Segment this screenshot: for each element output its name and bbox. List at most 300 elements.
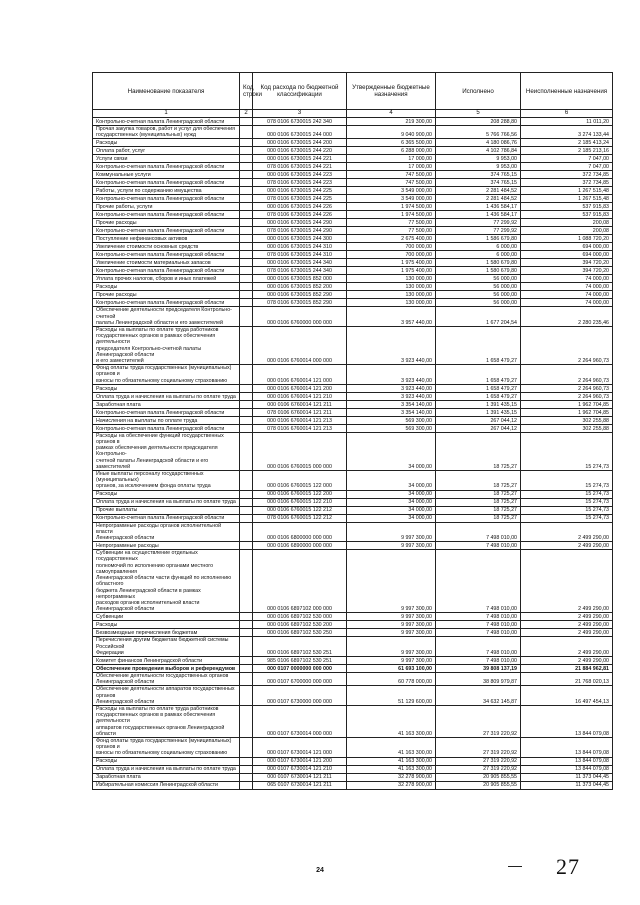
row-executed-cell: 6 000,00 [436,243,521,251]
table-row [93,637,613,657]
row-code-cell [240,637,253,657]
row-executed-cell: 77 299,92 [436,227,521,235]
row-approved-cell: 3 923 440,00 [347,327,436,365]
row-executed-cell: 1 658 479,27 [436,392,521,400]
row-code-cell [240,498,253,506]
row-executed-cell: 20 905 855,55 [436,781,521,789]
table-row [93,490,613,498]
row-name-cell: Фонд оплаты труда государственных (муниципальных) органов и взносы по обязательному социальному страхованию [93,737,240,757]
row-name-cell: Обеспечение деятельности аппаратов государственных органов Ленинградской области [93,686,240,706]
row-classification-cell: 078 0106 6760014 121 213 [253,424,347,432]
column-number: 3 [253,110,347,118]
row-name-cell: Субвенции на осуществление отдельных государственных полномочий по исполнению органами местного самоуправления Ленинградской области части функций по исполнению областного бюджета Ленинградской области в рамках непрограммных расходов органов исполнительной власти Ленинградской области [93,550,240,613]
row-unexecuted-cell: 74 000,00 [521,299,613,307]
row-name-cell: Контрольно-счетная палата Ленинградской области [93,251,240,259]
row-approved-cell: 41 163 300,00 [347,737,436,757]
row-code-cell [240,471,253,491]
row-unexecuted-cell: 2 499 290,00 [521,656,613,664]
row-name-cell: Контрольно-счетная палата Ленинградской области [93,163,240,171]
row-name-cell: Контрольно-счетная палата Ленинградской области [93,299,240,307]
row-approved-cell: 9 997 300,00 [347,542,436,550]
table-row [93,522,613,542]
row-name-cell: Заработная плата [93,400,240,408]
row-approved-cell: 9 997 300,00 [347,621,436,629]
row-code-cell [240,327,253,365]
row-name-cell: Расходы на выплаты по оплате труда работников государственных органов в рамках обеспечения деятельности председателя Контрольно-счетной палаты Ленинградской области и его заместителей [93,327,240,365]
row-code-cell [240,705,253,737]
row-executed-cell: 374 765,15 [436,171,521,179]
row-code-cell [240,506,253,514]
row-name-cell: Перечисления другим бюджетам бюджетной системы Российской Федерации [93,637,240,657]
row-executed-cell: 56 000,00 [436,283,521,291]
row-name-cell: Фонд оплаты труда государственных (муниципальных) органов и взносы по обязательному социальному страхованию [93,365,240,385]
row-approved-cell: 569 300,00 [347,416,436,424]
row-name-cell: Иные выплаты персоналу государственных (муниципальных) органов, за исключением фонда оплаты труда [93,471,240,491]
table-row [93,432,613,470]
row-code-cell [240,283,253,291]
row-code-cell [240,664,253,672]
row-name-cell: Контрольно-счетная палата Ленинградской области [93,408,240,416]
row-approved-cell: 9 997 300,00 [347,522,436,542]
page-number: 24 [316,867,324,874]
table-row [93,195,613,203]
row-unexecuted-cell: 2 499 290,00 [521,522,613,542]
row-unexecuted-cell: 2 499 290,00 [521,637,613,657]
row-approved-cell: 6 365 500,00 [347,139,436,147]
table-row [93,757,613,765]
report-sheet [92,72,612,790]
row-name-cell: Контрольно-счетная палата Ленинградской области [93,424,240,432]
table-row [93,179,613,187]
table-row [93,171,613,179]
row-name-cell: Поступление нефинансовых активов [93,235,240,243]
table-row [93,629,613,637]
row-classification-cell: 000 0106 6760014 121 210 [253,392,347,400]
header-approved: Утвержденные бюджетные назначения [347,73,436,110]
row-executed-cell: 1 677 204,54 [436,307,521,327]
row-name-cell: Коммунальные услуги [93,171,240,179]
row-unexecuted-cell: 372 734,85 [521,171,613,179]
row-classification-cell: 000 0106 6730015 244 220 [253,147,347,155]
row-executed-cell: 38 809 979,87 [436,672,521,685]
row-code-cell [240,243,253,251]
row-classification-cell: 000 0106 6800000 000 000 [253,522,347,542]
row-executed-cell: 7 498 010,00 [436,613,521,621]
row-code-cell [240,267,253,275]
row-classification-cell: 000 0106 6897102 530 000 [253,613,347,621]
row-executed-cell: 267 044,12 [436,424,521,432]
row-approved-cell: 60 778 000,00 [347,672,436,685]
row-code-cell [240,672,253,685]
row-unexecuted-cell: 3 274 133,44 [521,126,613,139]
row-code-cell [240,686,253,706]
table-row [93,291,613,299]
table-row [93,126,613,139]
table-row [93,243,613,251]
row-unexecuted-cell: 15 274,73 [521,498,613,506]
row-classification-cell: 000 0106 6760015 122 000 [253,471,347,491]
row-code-cell [240,299,253,307]
row-code-cell [240,235,253,243]
row-name-cell: Услуги связи [93,155,240,163]
row-unexecuted-cell: 13 844 079,08 [521,737,613,757]
row-name-cell: Комитет финансов Ленинградской области [93,656,240,664]
row-unexecuted-cell: 74 000,00 [521,283,613,291]
column-number: 6 [521,110,613,118]
row-name-cell: Контрольно-счетная палата Ленинградской области [93,514,240,522]
row-executed-cell: 77 299,92 [436,219,521,227]
row-approved-cell: 41 163 300,00 [347,705,436,737]
row-classification-cell: 000 0106 6897102 530 250 [253,629,347,637]
row-classification-cell: 000 0106 6730015 244 221 [253,155,347,163]
row-approved-cell: 51 129 600,00 [347,686,436,706]
row-name-cell: Прочая закупка товаров, работ и услуг для обеспечения государственных (муниципальных) нужд [93,126,240,139]
row-approved-cell: 3 957 440,00 [347,307,436,327]
row-executed-cell: 27 319 220,92 [436,757,521,765]
row-code-cell [240,773,253,781]
row-approved-cell: 1 974 500,00 [347,203,436,211]
row-code-cell [240,550,253,613]
row-unexecuted-cell: 302 255,88 [521,416,613,424]
row-name-cell: Обеспечение деятельности председателя Контрольно-счетной палаты Ленинградской области и его заместителей [93,307,240,327]
row-approved-cell: 9 997 300,00 [347,656,436,664]
row-approved-cell: 3 923 440,00 [347,392,436,400]
row-executed-cell: 18 725,27 [436,498,521,506]
row-name-cell: Расходы [93,621,240,629]
row-approved-cell: 747 500,00 [347,179,436,187]
table-row [93,259,613,267]
row-approved-cell: 6 288 000,00 [347,147,436,155]
row-name-cell: Прочие расходы [93,219,240,227]
row-executed-cell: 7 498 010,00 [436,542,521,550]
row-classification-cell: 078 0106 6730015 244 310 [253,251,347,259]
row-unexecuted-cell: 13 844 079,08 [521,757,613,765]
row-code-cell [240,211,253,219]
row-code-cell [240,490,253,498]
table-row [93,705,613,737]
row-code-cell [240,656,253,664]
row-code-cell [240,179,253,187]
row-unexecuted-cell: 2 499 290,00 [521,621,613,629]
table-body [93,118,613,790]
row-name-cell: Контрольно-счетная палата Ленинградской области [93,227,240,235]
row-approved-cell: 34 000,00 [347,471,436,491]
row-code-cell [240,251,253,259]
row-classification-cell: 000 0107 6730000 000 000 [253,686,347,706]
row-executed-cell: 1 658 479,27 [436,384,521,392]
row-executed-cell: 1 658 479,27 [436,365,521,385]
row-classification-cell: 000 0106 6897102 530 251 [253,637,347,657]
table-row [93,550,613,613]
row-classification-cell: 078 0106 6760014 121 211 [253,408,347,416]
row-unexecuted-cell: 13 844 079,08 [521,765,613,773]
row-approved-cell: 3 354 140,00 [347,400,436,408]
row-unexecuted-cell: 11 373 044,45 [521,773,613,781]
row-classification-cell: 000 0107 6730014 121 000 [253,737,347,757]
header-unexecuted: Неисполненные назначения [521,73,613,110]
row-code-cell [240,291,253,299]
row-name-cell: Прочие расходы [93,291,240,299]
row-executed-cell: 27 319 220,92 [436,737,521,757]
row-code-cell [240,384,253,392]
row-executed-cell: 9 953,00 [436,155,521,163]
row-classification-cell: 000 0106 6760000 000 000 [253,307,347,327]
row-name-cell: Субвенции [93,613,240,621]
row-classification-cell: 000 0106 6730015 852 000 [253,275,347,283]
row-classification-cell: 000 0106 6730015 852 290 [253,291,347,299]
row-unexecuted-cell: 2 264 960,73 [521,365,613,385]
row-executed-cell: 1 580 679,80 [436,259,521,267]
row-name-cell: Увеличение стоимости основных средств [93,243,240,251]
table-row [93,203,613,211]
table-header-row [93,73,613,110]
row-classification-cell: 078 0106 6730015 244 340 [253,267,347,275]
row-code-cell [240,307,253,327]
row-classification-cell: 000 0106 6730015 244 340 [253,259,347,267]
table-row [93,781,613,789]
row-approved-cell: 34 000,00 [347,432,436,470]
row-name-cell: Контрольно-счетная палата Ленинградской области [93,179,240,187]
row-classification-cell: 000 0106 6730015 244 310 [253,243,347,251]
row-name-cell: Контрольно-счетная палата Ленинградской области [93,118,240,126]
row-code-cell [240,781,253,789]
row-code-cell [240,126,253,139]
row-executed-cell: 6 000,00 [436,251,521,259]
table-row [93,613,613,621]
table-row [93,498,613,506]
row-classification-cell: 000 0106 6730015 244 290 [253,219,347,227]
row-classification-cell: 078 0106 6760015 122 212 [253,514,347,522]
row-code-cell [240,629,253,637]
handwritten-sheet-number: 27 [556,854,580,879]
table-row [93,656,613,664]
row-approved-cell: 3 923 440,00 [347,365,436,385]
row-executed-cell: 7 498 010,00 [436,629,521,637]
table-row [93,424,613,432]
row-approved-cell: 9 997 300,00 [347,613,436,621]
row-name-cell: Уплата прочих налогов, сборов и иных платежей [93,275,240,283]
row-approved-cell: 569 300,00 [347,424,436,432]
row-approved-cell: 34 000,00 [347,498,436,506]
row-code-cell [240,621,253,629]
row-name-cell: Оплата работ, услуг [93,147,240,155]
row-classification-cell: 078 0106 6730015 244 290 [253,227,347,235]
header-executed: Исполнено [436,73,521,110]
table-row [93,416,613,424]
row-name-cell: Обеспечение деятельности государственных органов Ленинградской области [93,672,240,685]
row-executed-cell: 18 725,27 [436,514,521,522]
row-executed-cell: 18 725,27 [436,471,521,491]
row-classification-cell: 000 0106 6897102 000 000 [253,550,347,613]
column-number: 4 [347,110,436,118]
row-classification-cell: 000 0106 6760015 122 210 [253,498,347,506]
row-executed-cell: 18 725,27 [436,506,521,514]
header-line-code: Код строки [240,73,253,110]
row-executed-cell: 27 319 220,92 [436,705,521,737]
row-unexecuted-cell: 1 088 720,20 [521,235,613,243]
row-name-cell: Контрольно-счетная палата Ленинградской области [93,195,240,203]
row-code-cell [240,203,253,211]
row-classification-cell: 000 0107 6730014 121 200 [253,757,347,765]
table-row [93,392,613,400]
row-approved-cell: 130 000,00 [347,283,436,291]
row-unexecuted-cell: 200,08 [521,227,613,235]
row-classification-cell: 000 0107 6730014 000 000 [253,705,347,737]
row-executed-cell: 1 580 679,80 [436,267,521,275]
row-unexecuted-cell: 7 047,00 [521,163,613,171]
row-executed-cell: 1 436 584,17 [436,203,521,211]
row-classification-cell: 000 0106 6730015 244 225 [253,187,347,195]
row-classification-cell: 000 0106 6760014 121 200 [253,384,347,392]
row-executed-cell: 18 725,27 [436,490,521,498]
row-code-cell [240,195,253,203]
row-approved-cell: 41 163 300,00 [347,765,436,773]
row-unexecuted-cell: 372 734,85 [521,179,613,187]
row-executed-cell: 4 180 086,76 [436,139,521,147]
row-unexecuted-cell: 15 274,73 [521,432,613,470]
table-row [93,219,613,227]
row-unexecuted-cell: 2 264 960,73 [521,327,613,365]
row-approved-cell: 32 278 900,00 [347,781,436,789]
row-unexecuted-cell: 7 047,00 [521,155,613,163]
row-name-cell: Расходы на выплаты по оплате труда работников государственных органов в рамках обеспечения деятельности аппаратов государственных органов Ленинградской области [93,705,240,737]
row-unexecuted-cell: 15 274,73 [521,514,613,522]
row-classification-cell: 000 0107 6730014 121 211 [253,773,347,781]
row-classification-cell: 000 0106 6730015 244 200 [253,139,347,147]
row-code-cell [240,275,253,283]
table-row [93,187,613,195]
table-row [93,765,613,773]
row-approved-cell: 34 000,00 [347,514,436,522]
row-approved-cell: 34 000,00 [347,490,436,498]
row-name-cell: Прочие работы, услуги [93,203,240,211]
row-unexecuted-cell: 2 264 960,73 [521,392,613,400]
row-unexecuted-cell: 1 962 704,85 [521,400,613,408]
table-row [93,299,613,307]
row-code-cell [240,187,253,195]
row-executed-cell: 1 436 584,17 [436,211,521,219]
row-approved-cell: 2 675 400,00 [347,235,436,243]
row-approved-cell: 700 000,00 [347,243,436,251]
row-classification-cell: 000 0106 6760015 122 200 [253,490,347,498]
row-unexecuted-cell: 2 499 290,00 [521,550,613,613]
row-code-cell [240,171,253,179]
row-code-cell [240,147,253,155]
row-code-cell [240,737,253,757]
row-code-cell [240,392,253,400]
row-approved-cell: 77 500,00 [347,219,436,227]
table-row [93,235,613,243]
row-classification-cell: 000 0106 6897102 530 200 [253,621,347,629]
row-executed-cell: 1 391 435,15 [436,400,521,408]
row-unexecuted-cell: 394 720,20 [521,259,613,267]
table-row [93,621,613,629]
row-approved-cell: 9 040 900,00 [347,126,436,139]
row-classification-cell: 000 0106 6730015 244 000 [253,126,347,139]
row-code-cell [240,416,253,424]
row-classification-cell: 000 0107 0000000 000 000 [253,664,347,672]
row-classification-cell: 078 0106 6730015 242 340 [253,118,347,126]
row-unexecuted-cell: 2 499 290,00 [521,629,613,637]
row-code-cell [240,613,253,621]
table-row [93,147,613,155]
row-executed-cell: 267 044,12 [436,416,521,424]
row-classification-cell: 078 0106 6730015 852 290 [253,299,347,307]
row-classification-cell: 000 0106 6760014 121 000 [253,365,347,385]
row-name-cell: Расходы [93,283,240,291]
row-name-cell: Расходы [93,384,240,392]
row-executed-cell: 7 498 010,00 [436,550,521,613]
row-approved-cell: 747 500,00 [347,171,436,179]
row-approved-cell: 34 000,00 [347,506,436,514]
row-name-cell: Оплата труда и начисления на выплаты по оплате труда [93,498,240,506]
row-name-cell: Расходы [93,490,240,498]
row-approved-cell: 17 000,00 [347,155,436,163]
table-row [93,163,613,171]
row-name-cell: Контрольно-счетная палата Ленинградской области [93,211,240,219]
row-approved-cell: 17 000,00 [347,163,436,171]
row-name-cell: Непрограммные расходы органов исполнительной власти Ленинградской области [93,522,240,542]
header-indicator-name: Наименование показателя [93,73,240,110]
row-approved-cell: 41 163 300,00 [347,757,436,765]
table-row [93,686,613,706]
row-executed-cell: 56 000,00 [436,275,521,283]
row-name-cell: Избирательная комиссия Ленинградской области [93,781,240,789]
row-classification-cell: 000 0106 6730015 244 226 [253,203,347,211]
row-code-cell [240,522,253,542]
row-approved-cell: 3 923 440,00 [347,384,436,392]
row-code-cell [240,139,253,147]
table-row [93,471,613,491]
table-row [93,672,613,685]
row-approved-cell: 32 278 900,00 [347,773,436,781]
row-executed-cell: 20 905 855,55 [436,773,521,781]
row-classification-cell: 000 0106 6730015 244 223 [253,171,347,179]
row-classification-cell: 000 0106 6730015 244 300 [253,235,347,243]
row-code-cell [240,765,253,773]
row-unexecuted-cell: 11 373 044,45 [521,781,613,789]
row-classification-cell: 078 0106 6730015 244 223 [253,179,347,187]
table-row [93,365,613,385]
row-unexecuted-cell: 11 011,20 [521,118,613,126]
row-name-cell: Оплата труда и начисления на выплаты по оплате труда [93,765,240,773]
row-approved-cell: 1 974 500,00 [347,211,436,219]
row-code-cell [240,400,253,408]
row-name-cell: Заработная плата [93,773,240,781]
row-classification-cell: 078 0106 6730015 244 225 [253,195,347,203]
row-name-cell: Обеспечение проведения выборов и референдумов [93,664,240,672]
row-code-cell [240,219,253,227]
row-unexecuted-cell: 2 264 960,73 [521,384,613,392]
row-unexecuted-cell: 16 497 454,13 [521,686,613,706]
column-number: 1 [93,110,240,118]
row-approved-cell: 3 549 000,00 [347,195,436,203]
row-code-cell [240,118,253,126]
table-row [93,408,613,416]
table-row [93,227,613,235]
row-classification-cell: 000 0106 6890000 000 000 [253,542,347,550]
row-executed-cell: 34 632 145,87 [436,686,521,706]
row-classification-cell: 000 0106 6760015 000 000 [253,432,347,470]
row-approved-cell: 9 997 300,00 [347,550,436,613]
row-executed-cell: 374 765,15 [436,179,521,187]
row-executed-cell: 7 498 010,00 [436,656,521,664]
row-unexecuted-cell: 74 000,00 [521,275,613,283]
row-unexecuted-cell: 74 000,00 [521,291,613,299]
table-row [93,139,613,147]
row-classification-cell: 065 0107 6730014 121 211 [253,781,347,789]
table-row [93,737,613,757]
